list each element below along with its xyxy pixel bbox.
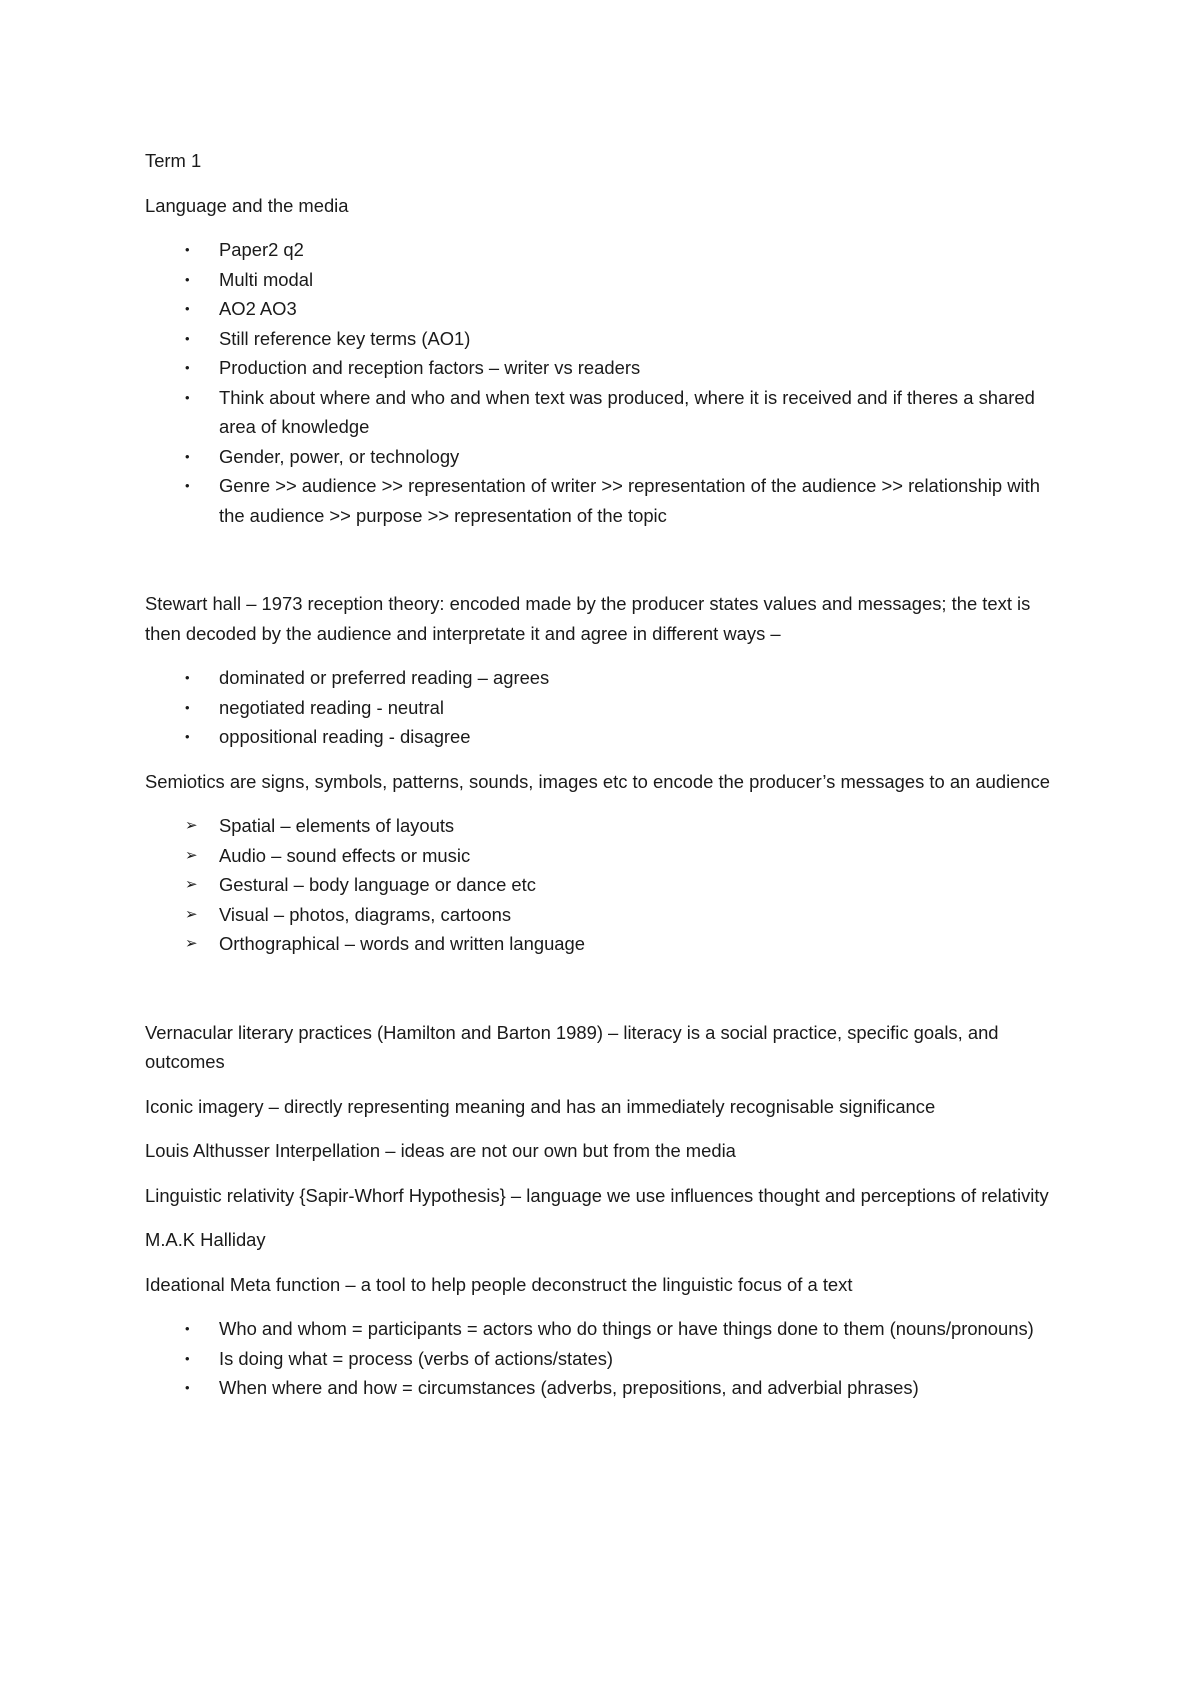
- list-item-text: Genre >> audience >> representation of writer >> representation of the audience >> relationship with the audience >> purpose >> representation of the topic: [219, 475, 1040, 526]
- list-item: [145, 841, 1070, 871]
- iconic-paragraph: Iconic imagery – directly representing meaning and has an immediately recognisable significance: [145, 1095, 936, 1117]
- list-item-text: AO2 AO3: [219, 298, 297, 319]
- list-item: [145, 1344, 1070, 1374]
- list-item-text: Spatial – elements of layouts: [219, 815, 455, 836]
- section-title: Language and the media: [145, 194, 349, 216]
- list-item-text: Orthographical – words and written language: [219, 933, 585, 954]
- list-item: [145, 663, 1070, 693]
- list-item: [145, 693, 1070, 723]
- list-item: [145, 294, 1070, 324]
- halliday-heading: M.A.K Halliday: [145, 1229, 266, 1250]
- list-item: [145, 722, 1070, 752]
- list-item: [145, 1373, 1070, 1403]
- list-item: [145, 471, 1070, 530]
- list-item-text: Who and whom = participants = actors who do things or have things done to them (nouns/pronouns): [219, 1318, 1034, 1339]
- bullet-icon: •: [185, 1321, 190, 1336]
- list-item: [145, 929, 1070, 959]
- bullet-icon: •: [185, 389, 190, 405]
- list-item-text: Audio – sound effects or music: [219, 844, 471, 866]
- bullet-icon: •: [185, 360, 190, 375]
- list-item: [145, 265, 1070, 295]
- relativity-paragraph: Linguistic relativity {Sapir-Whorf Hypothesis} – language we use influences thought and perceptions of relativity: [145, 1184, 1049, 1206]
- vernacular-paragraph: Vernacular literary practices (Hamilton and Barton 1989) – literacy is a social practice, specific goals, and outcomes: [145, 1021, 999, 1072]
- spacer: [145, 545, 1070, 589]
- arrow-bullet-icon: ➢: [185, 846, 198, 864]
- semiotics-paragraph: Semiotics are signs, symbols, patterns, sounds, images etc to encode the producer’s messages to an audience: [145, 770, 1051, 792]
- bullet-icon: •: [185, 242, 190, 257]
- bullet-icon: •: [185, 301, 190, 316]
- list-item-text: dominated or preferred reading – agrees: [219, 667, 550, 688]
- hall-paragraph: Stewart hall – 1973 reception theory: encoded made by the producer states values and messages; the text is then decoded by the audience and interpretate it and agree in different ways –: [145, 593, 1031, 644]
- list-item-text: Production and reception factors – writer vs readers: [219, 357, 641, 378]
- althusser-paragraph: Louis Althusser Interpellation – ideas are not our own but from the media: [145, 1140, 736, 1161]
- list-item: [145, 900, 1070, 930]
- list-item-text: Visual – photos, diagrams, cartoons: [219, 903, 512, 925]
- list-item: [145, 324, 1070, 354]
- list-item: [145, 442, 1070, 472]
- readings-list: [145, 663, 1070, 752]
- semiotic-modes-list: [145, 811, 1070, 959]
- arrow-bullet-icon: ➢: [185, 817, 198, 834]
- bullet-icon: •: [185, 448, 190, 464]
- bullet-icon: •: [185, 271, 190, 287]
- list-item-text: Still reference key terms (AO1): [219, 327, 471, 349]
- document-page: [145, 146, 1070, 1418]
- list-item-text: oppositional reading - disagree: [219, 726, 471, 747]
- list-item: [145, 1314, 1070, 1344]
- media-points-list: [145, 235, 1070, 530]
- bullet-icon: •: [185, 729, 190, 744]
- ideational-paragraph: Ideational Meta function – a tool to help people deconstruct the linguistic focus of a text: [145, 1273, 853, 1295]
- list-item: [145, 383, 1070, 442]
- list-item-text: Multi modal: [219, 268, 314, 290]
- list-item-text: Paper2 q2: [219, 239, 304, 260]
- list-item-text: negotiated reading - neutral: [219, 696, 444, 718]
- ideational-points-list: [145, 1314, 1070, 1403]
- bullet-icon: •: [185, 670, 190, 685]
- list-item-text: Is doing what = process (verbs of actions/states): [219, 1347, 614, 1369]
- arrow-bullet-icon: ➢: [185, 905, 198, 923]
- list-item: [145, 353, 1070, 383]
- bullet-icon: •: [185, 1380, 190, 1395]
- list-item-text: Gender, power, or technology: [219, 445, 460, 467]
- list-item-text: Think about where and who and when text was produced, where it is received and if theres a shared area of knowledge: [219, 386, 1035, 437]
- bullet-icon: •: [185, 699, 190, 715]
- bullet-icon: •: [185, 1350, 190, 1366]
- arrow-bullet-icon: ➢: [185, 876, 198, 893]
- list-item: [145, 811, 1070, 841]
- spacer: [145, 974, 1070, 1018]
- list-item: [145, 235, 1070, 265]
- list-item-text: When where and how = circumstances (adverbs, prepositions, and adverbial phrases): [219, 1377, 919, 1398]
- bullet-icon: •: [185, 330, 190, 346]
- list-item: [145, 870, 1070, 900]
- term-heading: Term 1: [145, 150, 202, 171]
- bullet-icon: •: [185, 478, 190, 493]
- list-item-text: Gestural – body language or dance etc: [219, 874, 536, 895]
- arrow-bullet-icon: ➢: [185, 935, 198, 952]
